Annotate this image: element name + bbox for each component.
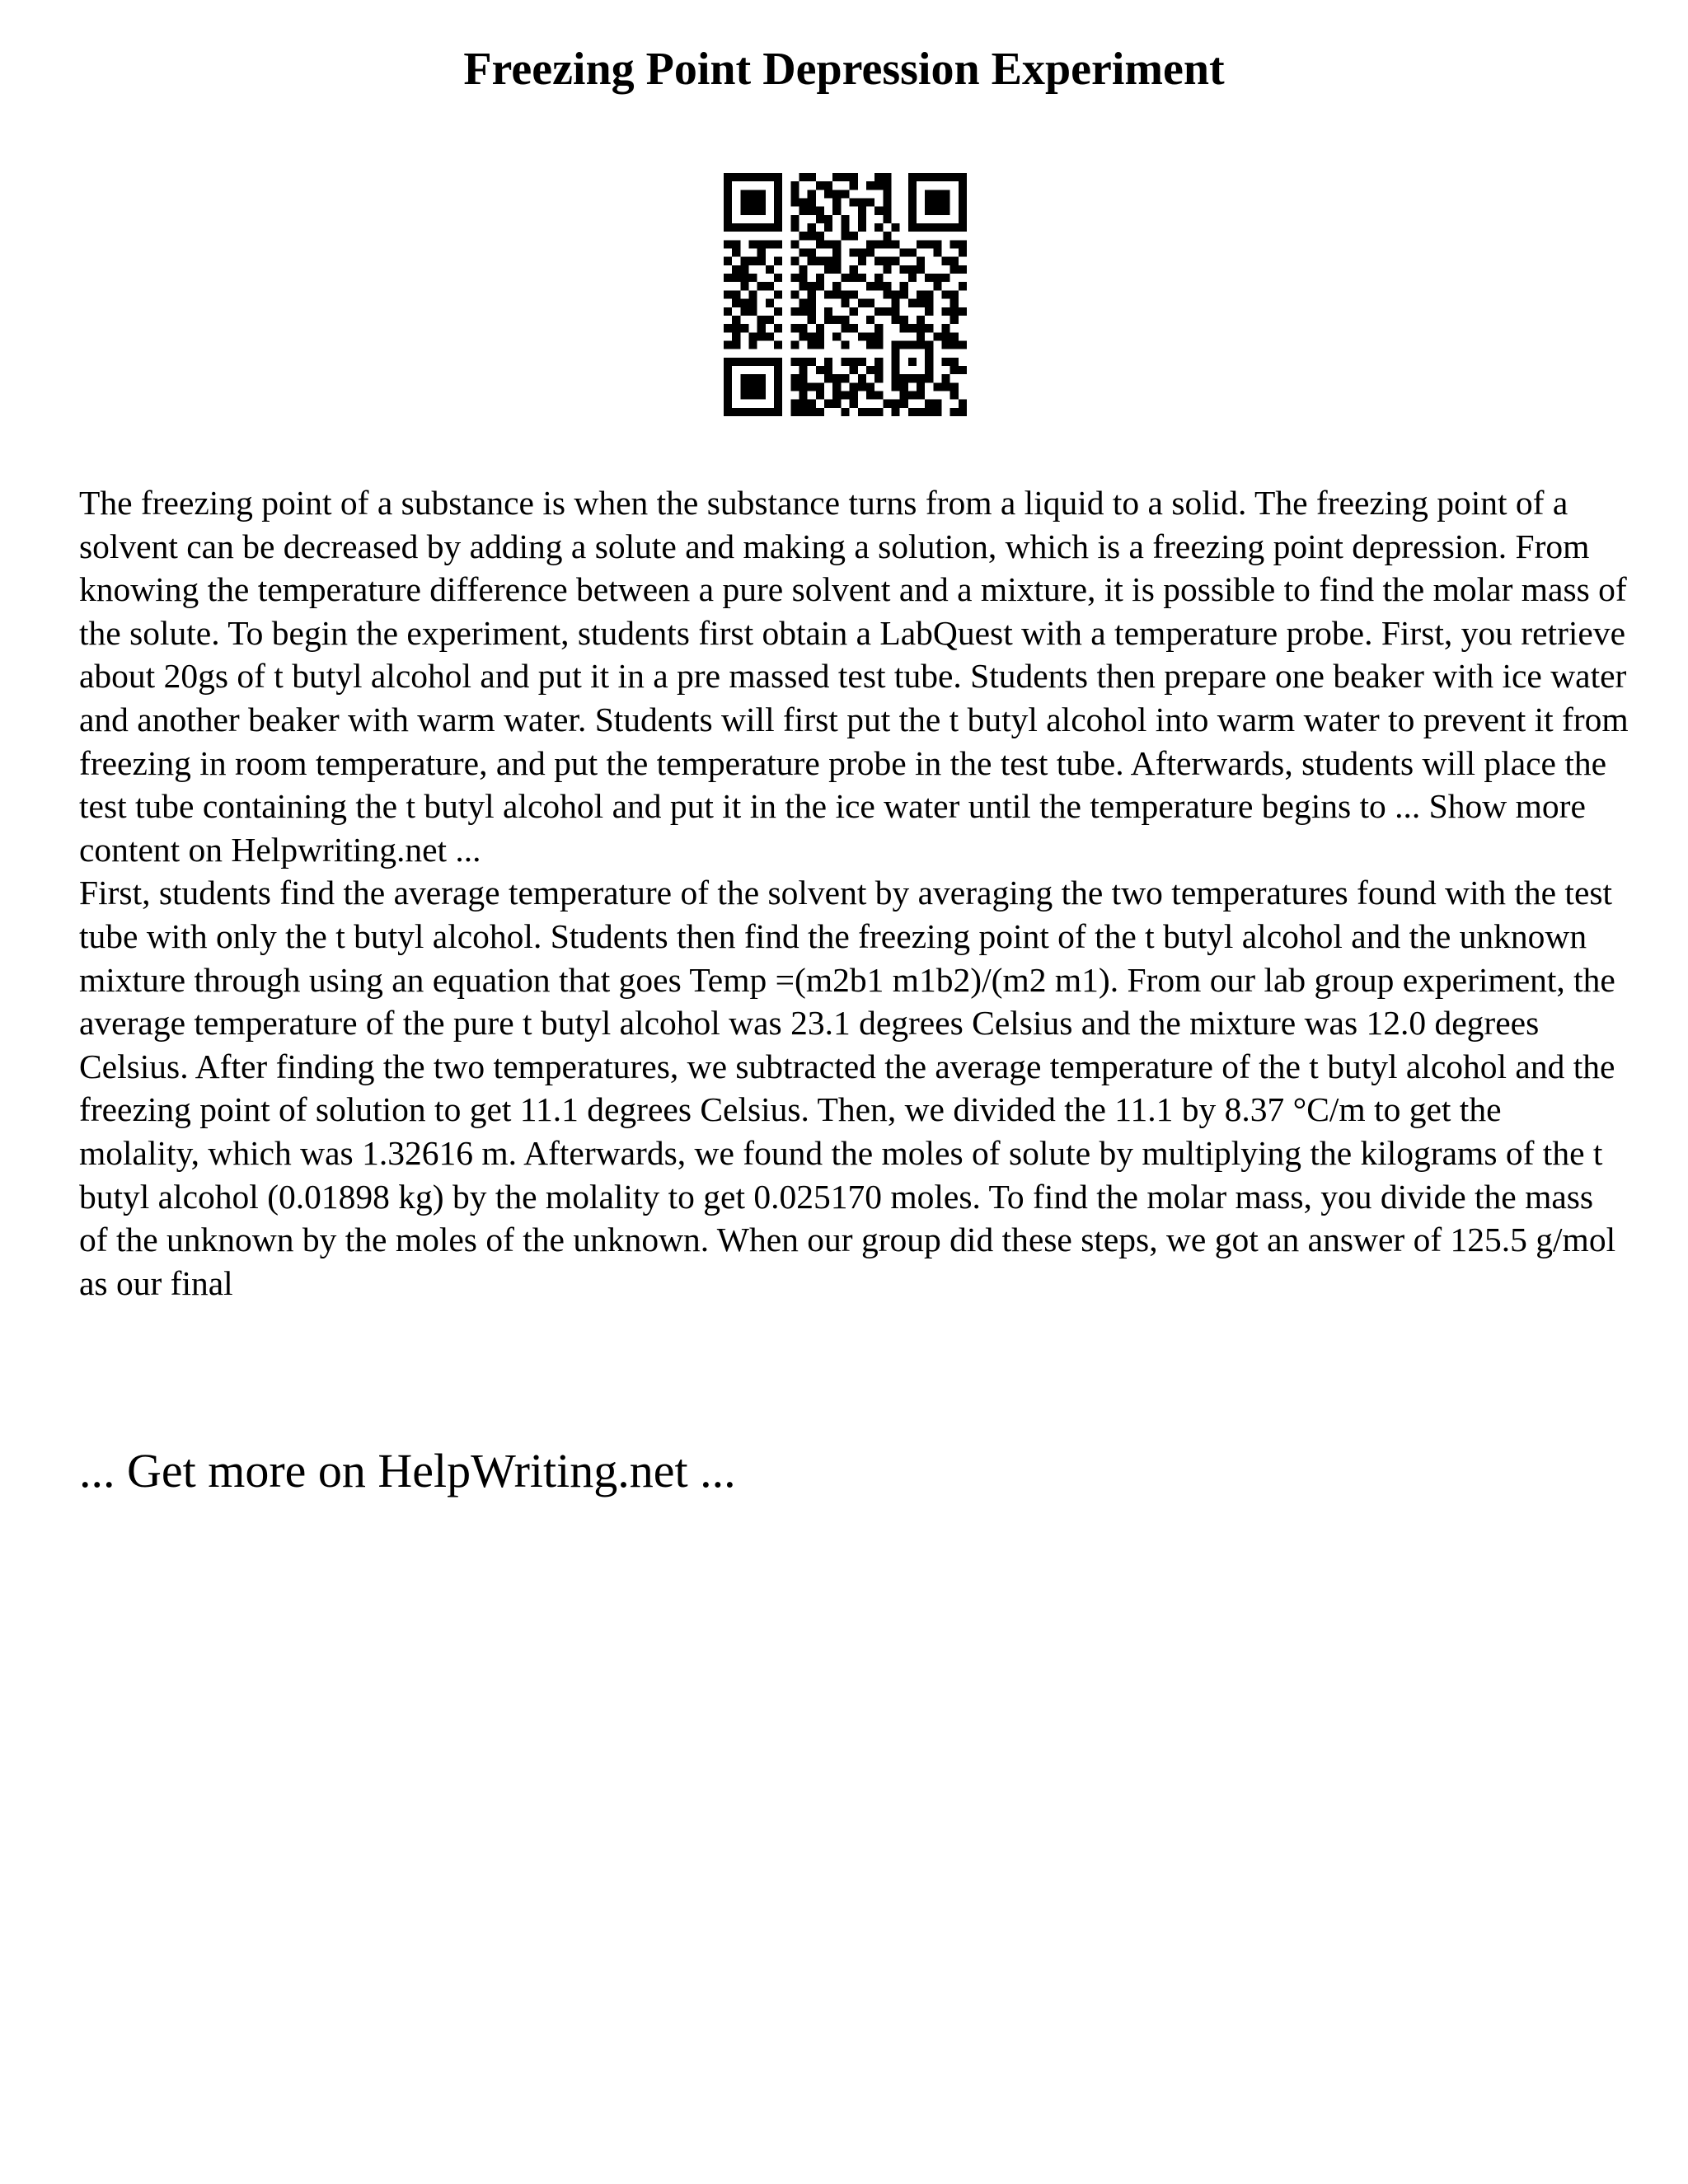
paragraph-results: First, students find the average temperature of the solvent by averaging the two temperatures found with the test tube with only the t butyl alcohol. Students then find the freezing point of the t butyl alcohol and the unknown mixture through using an equation that goes Temp =(m2b1 m1b2)/(m2 m1). From our lab group experiment, the average temperature of the pure t butyl alcohol was 23.1 degrees Celsius and the mixture was 12.0 degrees Celsius. After finding the two temperatures, we subtracted the average temperature of the t butyl alcohol and the freezing point of solution to get 11.1 degrees Celsius. Then, we divided the 11.1 by 8.37 °C/m to get the molality, which was 1.32616 m. Afterwards, we found the moles of solute by multiplying the kilograms of the t butyl alcohol (0.01898 kg) by the molality to get 0.025170 moles. To find the molar mass, you divide the mass of the unknown by the moles of the unknown. When our group did these steps, we got an answer of 125.5 g/mol as our final: [79, 874, 1616, 1302]
article-body: [79, 481, 1629, 1305]
paragraph-intro: The freezing point of a substance is when the substance turns from a liquid to a solid. The freezing point of a solvent can be decreased by adding a solute and making a solution, which is a freezing point depression. From knowing the temperature difference between a pure solvent and a mixture, it is possible to find the molar mass of the solute. To begin the experiment, students first obtain a LabQuest with a temperature probe. First, you retrieve about 20gs of t butyl alcohol and put it in a pre massed test tube. Students then prepare one beaker with ice water and another beaker with warm water. Students will first put the t butyl alcohol into warm water to prevent it from freezing in room temperature, and put the temperature probe in the test tube. Afterwards, students will place the test tube containing the t butyl alcohol and put it in the ice water until the temperature begins to ... Show more content on Helpwriting.net ...: [79, 484, 1629, 869]
get-more-link[interactable]: ... Get more on HelpWriting.net ...: [79, 1444, 736, 1497]
qr-code-icon[interactable]: [724, 173, 967, 416]
document-title: Freezing Point Depression Experiment: [463, 44, 1225, 95]
